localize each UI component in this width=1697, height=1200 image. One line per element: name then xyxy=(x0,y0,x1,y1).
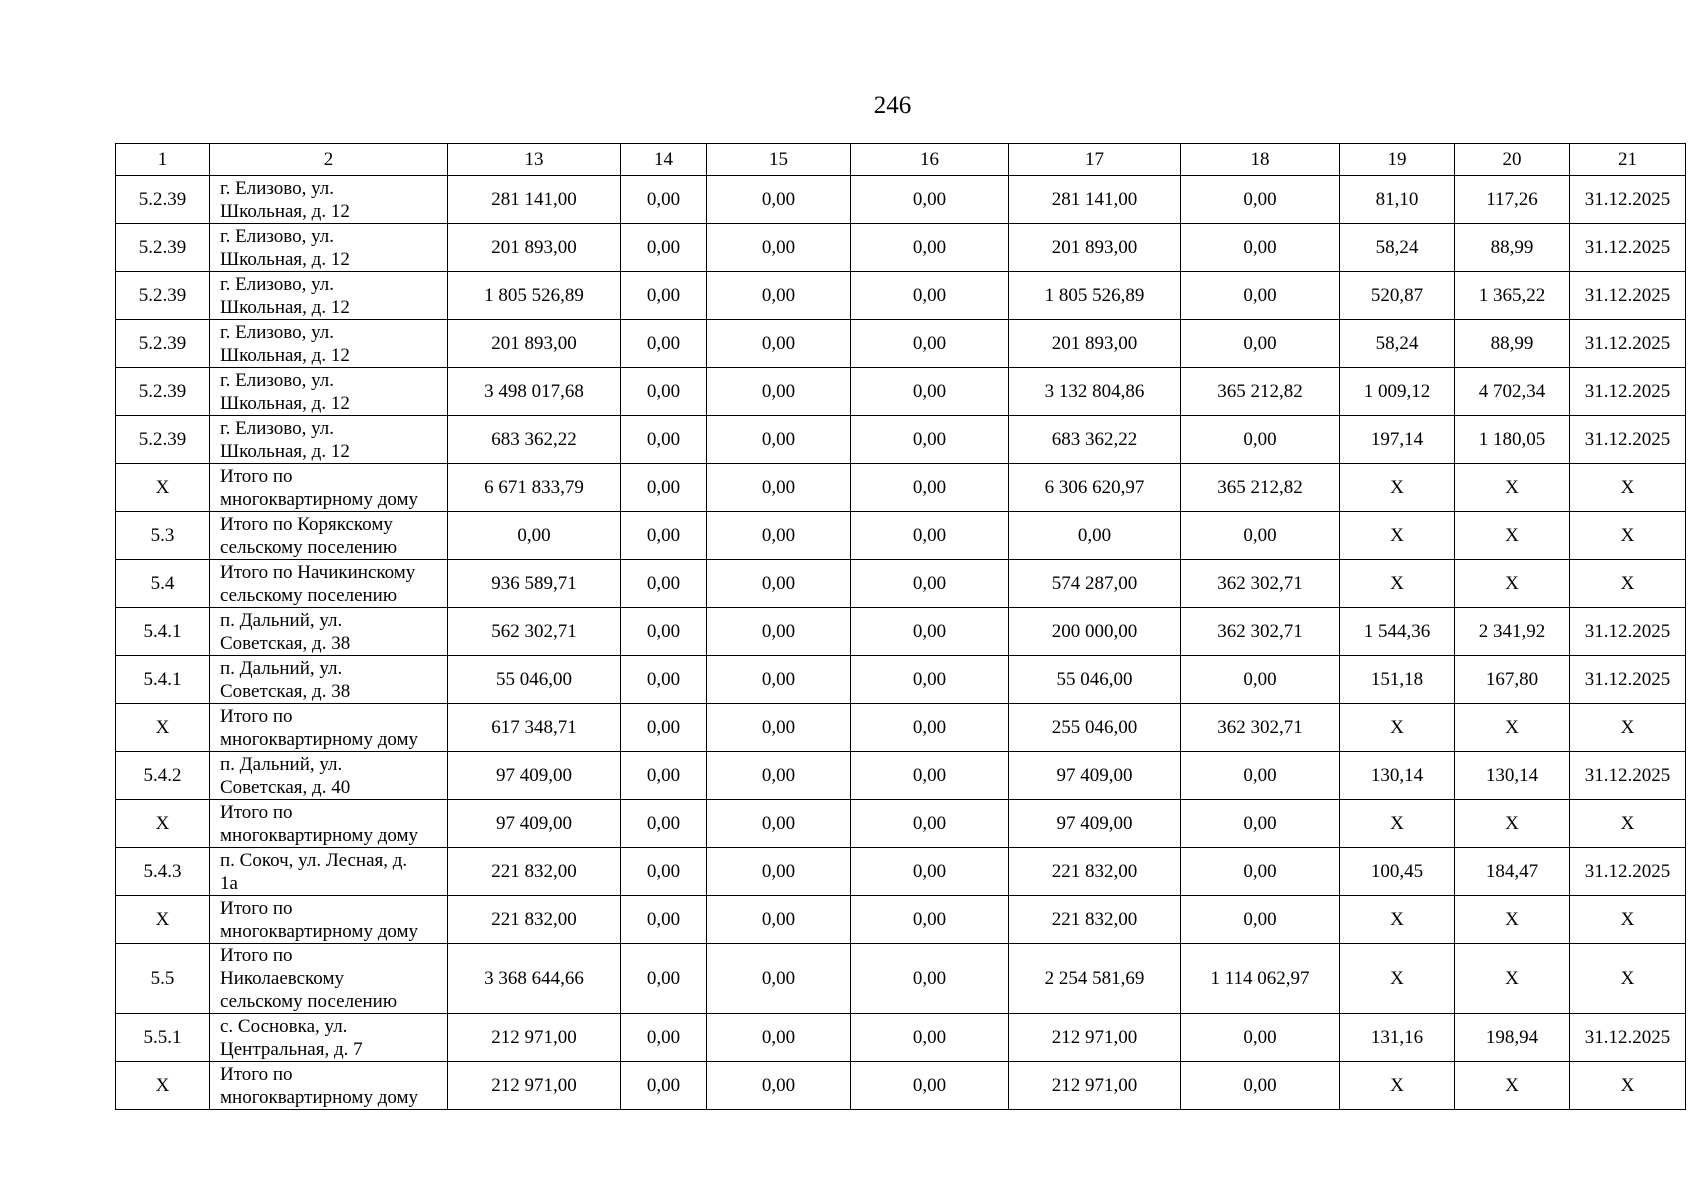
table-row xyxy=(116,800,1686,848)
address-line: г. Елизово, ул. xyxy=(220,321,335,343)
value-cell-20: 130,14 xyxy=(1455,752,1570,800)
value-cell-13: 212 971,00 xyxy=(448,1062,621,1110)
value-cell-16: 0,00 xyxy=(851,848,1009,896)
value-cell-17: 281 141,00 xyxy=(1009,176,1181,224)
address-line: Советская, д. 40 xyxy=(220,776,351,798)
value-cell-16: 0,00 xyxy=(851,224,1009,272)
value-cell-13: 221 832,00 xyxy=(448,848,621,896)
value-cell-17: 255 046,00 xyxy=(1009,704,1181,752)
value-cell-20: 88,99 xyxy=(1455,320,1570,368)
value-cell-21: X xyxy=(1570,800,1686,848)
table-header-row xyxy=(116,144,1686,176)
value-cell-13: 683 362,22 xyxy=(448,416,621,464)
value-cell-16: 0,00 xyxy=(851,272,1009,320)
value-cell-21: 31.12.2025 xyxy=(1570,416,1686,464)
value-cell-17: 201 893,00 xyxy=(1009,224,1181,272)
header-cell: 13 xyxy=(448,144,621,176)
header-cell: 2 xyxy=(210,144,448,176)
value-cell-15: 0,00 xyxy=(707,176,851,224)
value-cell-21: 31.12.2025 xyxy=(1570,752,1686,800)
value-cell-15: 0,00 xyxy=(707,1014,851,1062)
value-cell-13: 617 348,71 xyxy=(448,704,621,752)
value-cell-20: X xyxy=(1455,464,1570,512)
value-cell-14: 0,00 xyxy=(621,416,707,464)
value-cell-15: 0,00 xyxy=(707,896,851,944)
table-row xyxy=(116,656,1686,704)
address-line: Школьная, д. 12 xyxy=(220,248,350,270)
value-cell-19: 100,45 xyxy=(1340,848,1455,896)
value-cell-20: X xyxy=(1455,560,1570,608)
row-number-cell: 5.2.39 xyxy=(116,416,210,464)
value-cell-19: 58,24 xyxy=(1340,224,1455,272)
value-cell-14: 0,00 xyxy=(621,560,707,608)
row-number-cell: X xyxy=(116,1062,210,1110)
value-cell-16: 0,00 xyxy=(851,176,1009,224)
value-cell-15: 0,00 xyxy=(707,1062,851,1110)
value-cell-19: X xyxy=(1340,704,1455,752)
value-cell-18: 362 302,71 xyxy=(1181,560,1340,608)
value-cell-17: 221 832,00 xyxy=(1009,848,1181,896)
value-cell-17: 6 306 620,97 xyxy=(1009,464,1181,512)
address-line: Советская, д. 38 xyxy=(220,680,351,702)
address-line: п. Сокоч, ул. Лесная, д. xyxy=(220,849,408,871)
value-cell-13: 0,00 xyxy=(448,512,621,560)
value-cell-21: X xyxy=(1570,464,1686,512)
value-cell-20: 1 180,05 xyxy=(1455,416,1570,464)
row-number-cell: 5.4.1 xyxy=(116,656,210,704)
value-cell-20: X xyxy=(1455,896,1570,944)
value-cell-19: 131,16 xyxy=(1340,1014,1455,1062)
table-row xyxy=(116,320,1686,368)
address-line: Итого по Корякскому xyxy=(220,513,393,535)
value-cell-20: X xyxy=(1455,1062,1570,1110)
value-cell-21: 31.12.2025 xyxy=(1570,176,1686,224)
value-cell-16: 0,00 xyxy=(851,416,1009,464)
value-cell-14: 0,00 xyxy=(621,464,707,512)
row-number-cell: 5.2.39 xyxy=(116,320,210,368)
value-cell-15: 0,00 xyxy=(707,704,851,752)
value-cell-16: 0,00 xyxy=(851,320,1009,368)
address-line: Итого по xyxy=(220,465,293,487)
address-line: п. Дальний, ул. xyxy=(220,753,343,775)
value-cell-13: 281 141,00 xyxy=(448,176,621,224)
value-cell-21: X xyxy=(1570,512,1686,560)
row-number-cell: 5.4.3 xyxy=(116,848,210,896)
value-cell-15: 0,00 xyxy=(707,272,851,320)
value-cell-15: 0,00 xyxy=(707,800,851,848)
address-cell xyxy=(210,896,448,944)
address-cell xyxy=(210,1014,448,1062)
value-cell-21: 31.12.2025 xyxy=(1570,224,1686,272)
header-cell: 16 xyxy=(851,144,1009,176)
value-cell-18: 0,00 xyxy=(1181,416,1340,464)
value-cell-17: 683 362,22 xyxy=(1009,416,1181,464)
value-cell-21: X xyxy=(1570,704,1686,752)
address-cell xyxy=(210,656,448,704)
value-cell-16: 0,00 xyxy=(851,800,1009,848)
address-line: Школьная, д. 12 xyxy=(220,440,350,462)
row-number-cell: 5.2.39 xyxy=(116,176,210,224)
value-cell-13: 562 302,71 xyxy=(448,608,621,656)
address-line: Школьная, д. 12 xyxy=(220,296,350,318)
table-row xyxy=(116,416,1686,464)
value-cell-18: 362 302,71 xyxy=(1181,704,1340,752)
address-line: Итого по xyxy=(220,705,293,727)
value-cell-21: 31.12.2025 xyxy=(1570,656,1686,704)
value-cell-20: 88,99 xyxy=(1455,224,1570,272)
value-cell-19: X xyxy=(1340,512,1455,560)
value-cell-16: 0,00 xyxy=(851,656,1009,704)
value-cell-21: 31.12.2025 xyxy=(1570,320,1686,368)
value-cell-18: 1 114 062,97 xyxy=(1181,944,1340,1014)
address-line: многоквартирному дому xyxy=(220,728,419,750)
address-cell xyxy=(210,848,448,896)
value-cell-15: 0,00 xyxy=(707,848,851,896)
value-cell-14: 0,00 xyxy=(621,512,707,560)
value-cell-19: X xyxy=(1340,560,1455,608)
address-line: Итого по xyxy=(220,801,293,823)
value-cell-20: 4 702,34 xyxy=(1455,368,1570,416)
address-line: Школьная, д. 12 xyxy=(220,392,350,414)
value-cell-15: 0,00 xyxy=(707,224,851,272)
value-cell-16: 0,00 xyxy=(851,512,1009,560)
table-row xyxy=(116,272,1686,320)
value-cell-17: 3 132 804,86 xyxy=(1009,368,1181,416)
value-cell-17: 1 805 526,89 xyxy=(1009,272,1181,320)
value-cell-17: 2 254 581,69 xyxy=(1009,944,1181,1014)
value-cell-20: 117,26 xyxy=(1455,176,1570,224)
header-cell: 21 xyxy=(1570,144,1686,176)
value-cell-19: X xyxy=(1340,1062,1455,1110)
value-cell-15: 0,00 xyxy=(707,368,851,416)
value-cell-17: 201 893,00 xyxy=(1009,320,1181,368)
value-cell-20: 184,47 xyxy=(1455,848,1570,896)
value-cell-15: 0,00 xyxy=(707,656,851,704)
address-cell xyxy=(210,512,448,560)
address-line: 1а xyxy=(220,872,238,894)
row-number-cell: 5.5 xyxy=(116,944,210,1014)
value-cell-15: 0,00 xyxy=(707,560,851,608)
value-cell-16: 0,00 xyxy=(851,752,1009,800)
value-cell-20: 167,80 xyxy=(1455,656,1570,704)
address-line: Николаевскому xyxy=(220,968,344,989)
address-line: многоквартирному дому xyxy=(220,824,419,846)
value-cell-13: 212 971,00 xyxy=(448,1014,621,1062)
value-cell-18: 0,00 xyxy=(1181,224,1340,272)
table-row xyxy=(116,512,1686,560)
value-cell-17: 0,00 xyxy=(1009,512,1181,560)
value-cell-15: 0,00 xyxy=(707,752,851,800)
value-cell-16: 0,00 xyxy=(851,368,1009,416)
row-number-cell: X xyxy=(116,800,210,848)
value-cell-17: 212 971,00 xyxy=(1009,1062,1181,1110)
row-number-cell: 5.2.39 xyxy=(116,224,210,272)
value-cell-18: 0,00 xyxy=(1181,752,1340,800)
value-cell-21: 31.12.2025 xyxy=(1570,1014,1686,1062)
value-cell-18: 0,00 xyxy=(1181,800,1340,848)
row-number-cell: 5.5.1 xyxy=(116,1014,210,1062)
value-cell-13: 936 589,71 xyxy=(448,560,621,608)
value-cell-18: 362 302,71 xyxy=(1181,608,1340,656)
value-cell-19: 197,14 xyxy=(1340,416,1455,464)
value-cell-15: 0,00 xyxy=(707,512,851,560)
address-cell xyxy=(210,464,448,512)
table-row xyxy=(116,368,1686,416)
address-line: г. Елизово, ул. xyxy=(220,417,335,439)
table-row xyxy=(116,752,1686,800)
value-cell-20: X xyxy=(1455,512,1570,560)
value-cell-18: 365 212,82 xyxy=(1181,464,1340,512)
value-cell-14: 0,00 xyxy=(621,368,707,416)
value-cell-14: 0,00 xyxy=(621,752,707,800)
value-cell-13: 6 671 833,79 xyxy=(448,464,621,512)
value-cell-18: 365 212,82 xyxy=(1181,368,1340,416)
value-cell-13: 3 368 644,66 xyxy=(448,944,621,1014)
value-cell-13: 97 409,00 xyxy=(448,800,621,848)
value-cell-17: 200 000,00 xyxy=(1009,608,1181,656)
value-cell-20: X xyxy=(1455,944,1570,1014)
address-line: п. Дальний, ул. xyxy=(220,657,343,679)
value-cell-14: 0,00 xyxy=(621,224,707,272)
value-cell-20: 198,94 xyxy=(1455,1014,1570,1062)
table-row xyxy=(116,176,1686,224)
value-cell-21: 31.12.2025 xyxy=(1570,368,1686,416)
value-cell-17: 55 046,00 xyxy=(1009,656,1181,704)
value-cell-18: 0,00 xyxy=(1181,176,1340,224)
address-line: п. Дальний, ул. xyxy=(220,609,343,631)
address-line: Итого по xyxy=(220,945,293,966)
value-cell-19: 130,14 xyxy=(1340,752,1455,800)
address-line: многоквартирному дому xyxy=(220,488,419,510)
value-cell-19: 151,18 xyxy=(1340,656,1455,704)
value-cell-13: 3 498 017,68 xyxy=(448,368,621,416)
table-row xyxy=(116,896,1686,944)
value-cell-21: X xyxy=(1570,1062,1686,1110)
table-row xyxy=(116,560,1686,608)
value-cell-18: 0,00 xyxy=(1181,1062,1340,1110)
value-cell-14: 0,00 xyxy=(621,848,707,896)
address-cell xyxy=(210,704,448,752)
value-cell-14: 0,00 xyxy=(621,896,707,944)
value-cell-13: 201 893,00 xyxy=(448,320,621,368)
row-number-cell: 5.2.39 xyxy=(116,272,210,320)
address-line: сельскому поселению xyxy=(220,536,398,558)
address-line: Школьная, д. 12 xyxy=(220,200,350,222)
value-cell-18: 0,00 xyxy=(1181,272,1340,320)
address-line: г. Елизово, ул. xyxy=(220,225,335,247)
value-cell-19: X xyxy=(1340,896,1455,944)
value-cell-14: 0,00 xyxy=(621,944,707,1014)
table-row xyxy=(116,1062,1686,1110)
value-cell-14: 0,00 xyxy=(621,176,707,224)
address-line: многоквартирному дому xyxy=(220,1086,419,1108)
address-cell xyxy=(210,416,448,464)
value-cell-17: 221 832,00 xyxy=(1009,896,1181,944)
value-cell-14: 0,00 xyxy=(621,656,707,704)
value-cell-17: 574 287,00 xyxy=(1009,560,1181,608)
value-cell-16: 0,00 xyxy=(851,1062,1009,1110)
address-cell xyxy=(210,176,448,224)
value-cell-19: 58,24 xyxy=(1340,320,1455,368)
address-line: г. Елизово, ул. xyxy=(220,273,335,295)
row-number-cell: X xyxy=(116,704,210,752)
value-cell-13: 1 805 526,89 xyxy=(448,272,621,320)
value-cell-14: 0,00 xyxy=(621,320,707,368)
address-line: Итого по Начикинскому xyxy=(220,561,416,583)
address-cell xyxy=(210,368,448,416)
table-row xyxy=(116,944,1686,1014)
row-number-cell: 5.4 xyxy=(116,560,210,608)
address-line: сельскому поселению xyxy=(220,584,398,606)
table-row xyxy=(116,464,1686,512)
row-number-cell: 5.4.1 xyxy=(116,608,210,656)
value-cell-16: 0,00 xyxy=(851,944,1009,1014)
value-cell-15: 0,00 xyxy=(707,464,851,512)
value-cell-18: 0,00 xyxy=(1181,320,1340,368)
value-cell-21: X xyxy=(1570,560,1686,608)
header-cell: 14 xyxy=(621,144,707,176)
value-cell-16: 0,00 xyxy=(851,608,1009,656)
value-cell-19: 81,10 xyxy=(1340,176,1455,224)
address-line: Советская, д. 38 xyxy=(220,632,351,654)
table-row xyxy=(116,608,1686,656)
value-cell-16: 0,00 xyxy=(851,1014,1009,1062)
row-number-cell: 5.4.2 xyxy=(116,752,210,800)
address-line: Итого по xyxy=(220,1063,293,1085)
value-cell-20: X xyxy=(1455,704,1570,752)
address-cell xyxy=(210,560,448,608)
value-cell-16: 0,00 xyxy=(851,704,1009,752)
address-cell xyxy=(210,1062,448,1110)
address-cell xyxy=(210,320,448,368)
value-cell-16: 0,00 xyxy=(851,896,1009,944)
value-cell-16: 0,00 xyxy=(851,464,1009,512)
row-number-cell: 5.2.39 xyxy=(116,368,210,416)
address-line: Итого по xyxy=(220,897,293,919)
value-cell-21: 31.12.2025 xyxy=(1570,272,1686,320)
address-cell xyxy=(210,224,448,272)
value-cell-20: 1 365,22 xyxy=(1455,272,1570,320)
value-cell-14: 0,00 xyxy=(621,272,707,320)
value-cell-21: 31.12.2025 xyxy=(1570,848,1686,896)
address-cell xyxy=(210,944,448,1014)
value-cell-18: 0,00 xyxy=(1181,656,1340,704)
address-line: с. Сосновка, ул. xyxy=(220,1015,348,1037)
value-cell-19: 1 544,36 xyxy=(1340,608,1455,656)
value-cell-17: 212 971,00 xyxy=(1009,1014,1181,1062)
address-line: многоквартирному дому xyxy=(220,920,419,942)
header-cell: 15 xyxy=(707,144,851,176)
table-body xyxy=(116,144,1686,1110)
header-cell: 20 xyxy=(1455,144,1570,176)
value-cell-19: X xyxy=(1340,464,1455,512)
value-cell-15: 0,00 xyxy=(707,944,851,1014)
value-cell-21: 31.12.2025 xyxy=(1570,608,1686,656)
address-cell xyxy=(210,800,448,848)
value-cell-18: 0,00 xyxy=(1181,896,1340,944)
value-cell-15: 0,00 xyxy=(707,416,851,464)
table-row xyxy=(116,1014,1686,1062)
value-cell-21: X xyxy=(1570,896,1686,944)
value-cell-19: X xyxy=(1340,800,1455,848)
value-cell-17: 97 409,00 xyxy=(1009,752,1181,800)
address-cell xyxy=(210,608,448,656)
value-cell-14: 0,00 xyxy=(621,1062,707,1110)
address-line: Центральная, д. 7 xyxy=(220,1038,363,1060)
address-line: Школьная, д. 12 xyxy=(220,344,350,366)
value-cell-14: 0,00 xyxy=(621,704,707,752)
row-number-cell: 5.3 xyxy=(116,512,210,560)
row-number-cell: X xyxy=(116,896,210,944)
value-cell-18: 0,00 xyxy=(1181,848,1340,896)
value-cell-17: 97 409,00 xyxy=(1009,800,1181,848)
value-cell-14: 0,00 xyxy=(621,800,707,848)
value-cell-13: 55 046,00 xyxy=(448,656,621,704)
value-cell-13: 97 409,00 xyxy=(448,752,621,800)
value-cell-16: 0,00 xyxy=(851,560,1009,608)
address-cell xyxy=(210,752,448,800)
value-cell-18: 0,00 xyxy=(1181,512,1340,560)
address-line: г. Елизово, ул. xyxy=(220,369,335,391)
header-cell: 1 xyxy=(116,144,210,176)
header-cell: 18 xyxy=(1181,144,1340,176)
table-row xyxy=(116,224,1686,272)
value-cell-15: 0,00 xyxy=(707,320,851,368)
header-cell: 17 xyxy=(1009,144,1181,176)
value-cell-19: 1 009,12 xyxy=(1340,368,1455,416)
value-cell-19: 520,87 xyxy=(1340,272,1455,320)
address-line: г. Елизово, ул. xyxy=(220,177,335,199)
value-cell-14: 0,00 xyxy=(621,1014,707,1062)
value-cell-14: 0,00 xyxy=(621,608,707,656)
value-cell-18: 0,00 xyxy=(1181,1014,1340,1062)
table-row xyxy=(116,704,1686,752)
value-cell-13: 201 893,00 xyxy=(448,224,621,272)
value-cell-19: X xyxy=(1340,944,1455,1014)
page-number: 246 xyxy=(873,92,912,119)
table-row xyxy=(116,848,1686,896)
data-table xyxy=(115,143,1686,1110)
header-cell: 19 xyxy=(1340,144,1455,176)
row-number-cell: X xyxy=(116,464,210,512)
value-cell-20: X xyxy=(1455,800,1570,848)
value-cell-21: X xyxy=(1570,944,1686,1014)
value-cell-13: 221 832,00 xyxy=(448,896,621,944)
address-line: сельскому поселению xyxy=(220,991,398,1012)
value-cell-20: 2 341,92 xyxy=(1455,608,1570,656)
address-cell xyxy=(210,272,448,320)
value-cell-15: 0,00 xyxy=(707,608,851,656)
